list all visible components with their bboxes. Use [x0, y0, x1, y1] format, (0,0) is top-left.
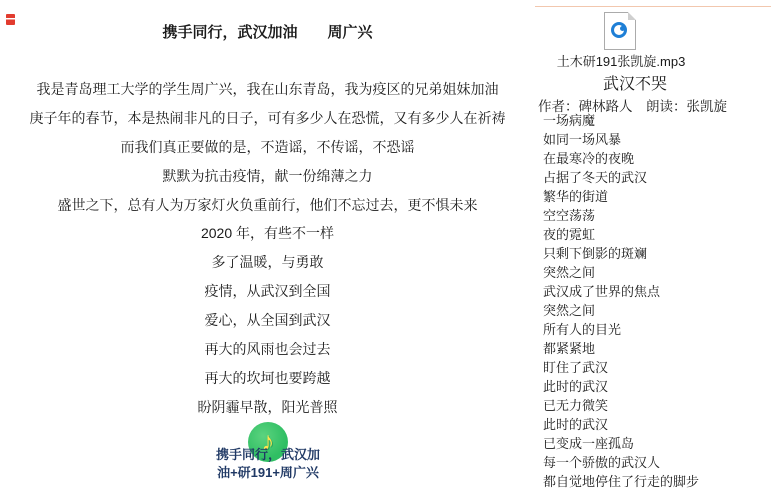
- lyric-line: 繁华的街道: [543, 189, 609, 204]
- lyric-line: 盯住了武汉: [543, 360, 609, 375]
- poem-line: 默默为抗击疫情，献一份绵薄之力: [162, 167, 373, 184]
- poem-line: 盼阴霾早散，阳光普照: [197, 398, 338, 415]
- lyric-line: 每一个骄傲的武汉人: [543, 455, 661, 470]
- lyric-line: 都自觉地停住了行走的脚步: [543, 474, 700, 489]
- lyric-line: 所有人的目光: [543, 322, 622, 337]
- poem-body: [0, 75, 535, 422]
- music-note-icon: ♪: [261, 425, 275, 456]
- lyric-line: 此时的武汉: [543, 417, 609, 432]
- music-attachment-caption-line1[interactable]: 携手同行，武汉加: [215, 447, 320, 462]
- poem-line: 我是青岛理工大学的学生周广兴，我在山东青岛，我为疫区的兄弟姐妹加油: [36, 81, 499, 97]
- poem-line: 而我们真正要做的是，不造谣，不传谣，不恐谣: [120, 138, 415, 155]
- poem-line: 盛世之下，总有人为万家灯火负重前行，他们不忘过去，更不惧未来: [57, 196, 478, 213]
- lyric-line: 突然之间: [543, 303, 596, 318]
- poem-line: 2020 年，有些不一样: [200, 225, 335, 242]
- lyric-line: 已变成一座孤岛: [543, 436, 635, 451]
- poem-line: 爱心，从全国到武汉: [204, 312, 331, 329]
- lyric-line: 占据了冬天的武汉: [543, 170, 648, 185]
- song-title: 武汉不哭: [602, 76, 667, 93]
- song-credits: 作者：碑林路人 朗读：张凯旋: [538, 99, 727, 114]
- poem-line: 再大的坎坷也要跨越: [204, 369, 331, 386]
- music-attachment-caption[interactable]: [168, 446, 368, 482]
- lyrics-body: [543, 111, 699, 491]
- lyric-line: 都紧紧地: [543, 341, 596, 356]
- text-boundary-line: [535, 6, 771, 7]
- poem-line: 再大的风雨也会过去: [204, 341, 331, 358]
- mp3-file-icon[interactable]: [604, 12, 636, 50]
- poem-line: 疫情，从武汉到全国: [204, 283, 331, 300]
- poem-line: 多了温暖，与勇敢: [211, 254, 324, 271]
- lyric-line: 此时的武汉: [543, 379, 609, 394]
- lyric-line: 突然之间: [543, 265, 596, 280]
- lyric-line: 武汉成了世界的焦点: [543, 284, 661, 299]
- page-fold-icon: [628, 12, 636, 20]
- lyric-line: 只剩下倒影的斑斓: [543, 246, 648, 261]
- media-disc-icon: [611, 22, 627, 38]
- poem-line: 庚子年的春节，本是热闹非凡的日子，可有多少人在恐慌，又有多少人在祈祷: [29, 109, 506, 126]
- lyric-line: 空空荡荡: [543, 208, 596, 223]
- lyric-line: 如同一场风暴: [543, 132, 622, 147]
- lyric-line: 一场病魔: [543, 113, 596, 128]
- lyric-line: 夜的霓虹: [543, 227, 596, 242]
- document-title: 携手同行，武汉加油 周广兴: [162, 24, 373, 41]
- lyric-line: 在最寒冷的夜晚: [543, 151, 635, 166]
- mp3-filename[interactable]: 土木研191张凯旋.mp3: [556, 54, 686, 69]
- music-attachment-caption-line2[interactable]: 油+研191+周广兴: [217, 465, 319, 480]
- lyric-line: 已无力微笑: [543, 398, 609, 413]
